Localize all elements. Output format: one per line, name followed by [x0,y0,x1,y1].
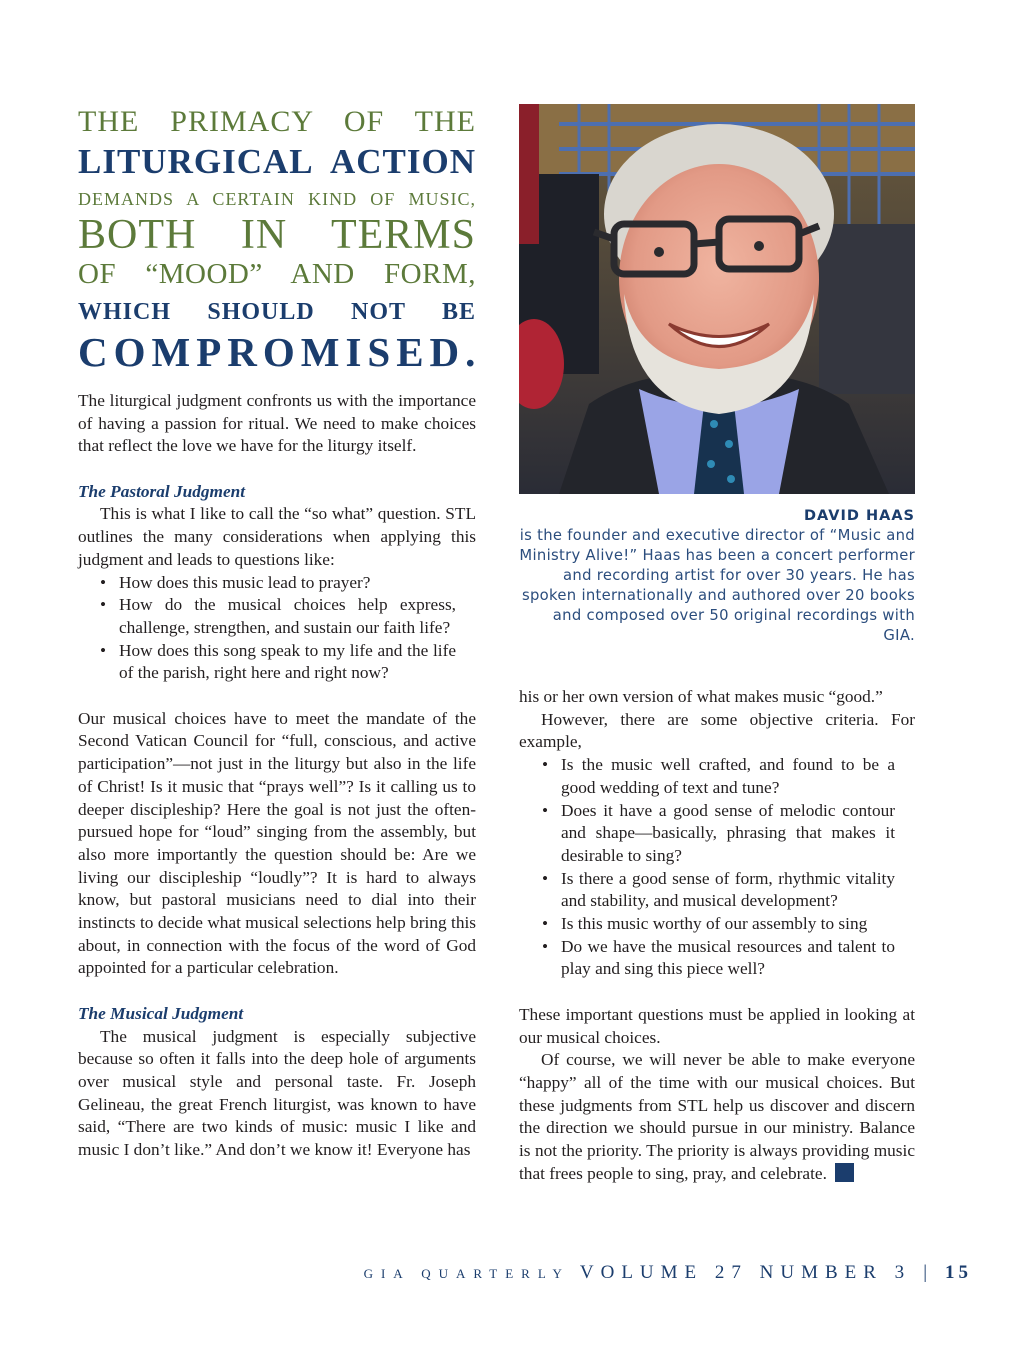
list-item: • How does this song speak to my life and the life of the parish, right here and right now? [78,640,476,685]
list-item: • Is the music well crafted, and found to be a good wedding of text and tune? [519,754,915,799]
left-column [78,100,482,1162]
pull-quote-line-4: BOTH IN TERMS [78,212,476,259]
pull-quote-line-2: LITURGICAL ACTION [78,141,476,181]
intro-paragraph: The liturgical judgment confronts us with the importance of having a passion for ritual. We need to make choices that reflect the love we have for the liturgy itself. [78,390,476,456]
pastoral-judgment-heading: The Pastoral Judgment [78,481,246,501]
continuation-paragraph: his or her own version of what makes music “good.” [519,687,883,706]
end-of-article-mark [835,1163,854,1182]
list-item: • Do we have the musical resources and talent to play and sing this piece well? [519,936,915,981]
pull-quote-line-6: WHICH SHOULD NOT BE [78,298,476,325]
criteria-bullet-list [519,754,915,981]
pull-quote-line-7: COMPROMISED. [78,328,482,375]
page-footer [364,1262,972,1284]
caption-author-bio: is the founder and executive director of “Music and Ministry Alive!” Haas has been a concert performer and recording artist for over 30 years. He has spoken internationally and authored over 20 books and composed over 50 original recordings with GIA. [519,527,915,644]
caption-author-name: DAVID HAAS [804,508,915,524]
pull-quote [78,105,482,375]
list-item: • Is this music worthy of our assembly to sing [519,913,915,936]
footer-magazine-name: GIA QUARTERLY [363,1266,570,1281]
list-item: • Does it have a good sense of melodic contour and shape—basically, phrasing that makes it desirable to sing? [519,800,915,868]
author-portrait-illustration [519,104,915,494]
footer-separator: | [923,1262,927,1283]
closing-paragraph-text: Of course, we will never be able to make everyone “happy” all of the time with our musical choices. But these judgments from STL help us discover and discern the direction we should pursue in our ministry. Balance is not the priority. The priority is always providing music that frees people to sing, pray, and celebrate. [519,1050,915,1183]
author-photo [519,104,915,494]
criteria-paragraph: However, there are some objective criteria. For example, [519,709,915,752]
pastoral-paragraph: This is what I like to call the “so what” question. STL outlines the many considerations when applying this judgment and leads to questions like: [78,504,476,569]
right-column [519,686,915,1185]
pastoral-bullet-list [78,572,476,686]
musical-judgment-heading: The Musical Judgment [78,1003,244,1023]
musical-paragraph: The musical judgment is especially subjective because so often it falls into the deep hole of arguments over musical style and personal taste. Fr. Joseph Gelineau, the great French liturgist, was known to have said, “There are two kinds of music: music I like and music I don’t like.” And don’t we know it! Everyone has [78,1026,476,1160]
pull-quote-line-1: THE PRIMACY OF THE [78,105,476,138]
list-item: • How do the musical choices help express, challenge, strengthen, and sustain our faith life? [78,594,476,639]
photo-caption [519,506,915,646]
footer-volume: VOLUME 27 NUMBER 3 [579,1262,912,1283]
closing-paragraph [519,1049,915,1185]
pull-quote-line-3: DEMANDS A CERTAIN KIND OF MUSIC, [78,189,476,210]
pull-quote-line-5: OF “MOOD” AND FORM, [78,258,476,291]
list-item: • How does this music lead to prayer? [78,572,476,595]
questions-paragraph: These important questions must be applied in looking at our musical choices. [519,1004,915,1047]
list-item: • Is there a good sense of form, rhythmic vitality and stability, and musical development? [519,868,915,913]
mandate-paragraph: Our musical choices have to meet the mandate of the Second Vatican Council for “full, conscious, and active participation”—not just in the liturgy but also in the life of Christ! Is it music that “prays well”? Is it calling us to deeper discipleship? Here the goal is not just the often-pursued hope for “loud” singing from the assembly, but also more importantly the question should be: Are we living our discipleship “loudly”? It is hard to always know, but pastoral musicians need to dial into their instincts to decide what musical selections help bring this about, in connection with the focus of the word of God appointed for a particular celebration. [78,708,476,978]
page-number: 15 [945,1262,972,1283]
